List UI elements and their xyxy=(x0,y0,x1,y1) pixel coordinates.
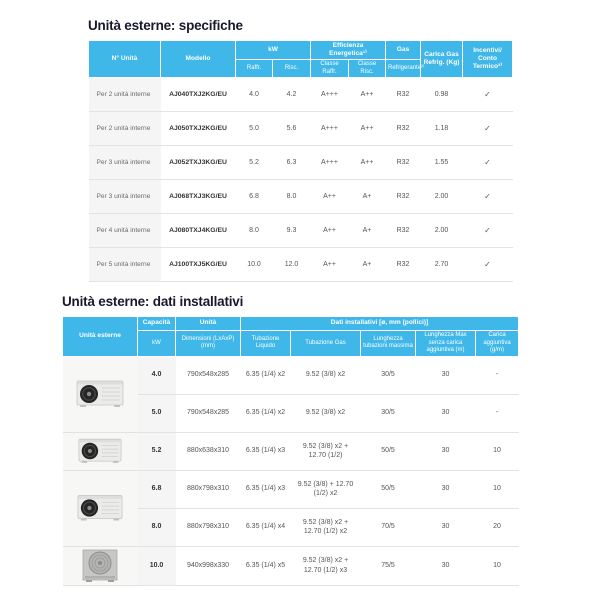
specs-section xyxy=(88,18,512,282)
max-no-charge-cell: 30 xyxy=(416,470,476,508)
model-cell: AJ052TXJ3KG/EU xyxy=(161,146,236,180)
incentive-check: ✓ xyxy=(463,78,513,112)
unit-count-cell: Per 2 unità interne xyxy=(89,78,161,112)
table-row xyxy=(89,214,513,248)
pipe-gas-cell: 9.52 (3/8) x2 + 12.70 (1/2) x3 xyxy=(291,546,361,585)
kw-cooling-cell: 5.2 xyxy=(236,146,273,180)
col-header-dimensions: Dimensioni (LxAxP)(mm) xyxy=(176,331,241,357)
col-header-model: Modello xyxy=(161,41,236,78)
class-cooling-cell: A++ xyxy=(311,214,349,248)
max-no-charge-cell: 30 xyxy=(416,356,476,394)
extra-charge-cell: 10 xyxy=(476,432,519,470)
pipe-gas-cell: 9.52 (3/8) x2 xyxy=(291,394,361,432)
col-group-gas: Gas xyxy=(386,41,421,60)
incentive-check: ✓ xyxy=(463,248,513,282)
pipe-liquid-cell: 6.35 (1/4) x5 xyxy=(241,546,291,585)
col-header-class-cooling: Classe Raffr. xyxy=(311,60,349,78)
install-title: Unità esterne: dati installativi xyxy=(62,294,244,309)
extra-charge-cell: 10 xyxy=(476,546,519,585)
unit-count-cell: Per 3 unità interne xyxy=(89,180,161,214)
pipe-liquid-cell: 6.35 (1/4) x3 xyxy=(241,432,291,470)
dimensions-cell: 880x638x310 xyxy=(176,432,241,470)
gas-charge-cell: 1.55 xyxy=(421,146,463,180)
max-length-cell: 30/5 xyxy=(361,394,416,432)
col-header-outdoor-unit: Unità esterne xyxy=(63,317,138,357)
outdoor-unit-image xyxy=(63,470,138,546)
outdoor-unit-image xyxy=(63,356,138,432)
table-row xyxy=(63,432,519,470)
extra-charge-cell: 20 xyxy=(476,508,519,546)
extra-charge-cell: 10 xyxy=(476,470,519,508)
col-header-class-heating: Classe Risc. xyxy=(349,60,386,78)
col-header-refrigerant: Refrigerante²⁾ xyxy=(386,60,421,78)
pipe-gas-cell: 9.52 (3/8) x2 + 12.70 (1/2) xyxy=(291,432,361,470)
specs-title: Unità esterne: specifiche xyxy=(88,18,243,33)
max-no-charge-cell: 30 xyxy=(416,546,476,585)
col-group-kw: kW xyxy=(236,41,311,60)
gas-charge-cell: 2.00 xyxy=(421,180,463,214)
extra-charge-cell: - xyxy=(476,356,519,394)
outdoor-unit-image xyxy=(63,546,138,585)
class-cooling-cell: A+++ xyxy=(311,78,349,112)
col-header-incentive: Incentivi/ Conto Termico³⁾ xyxy=(463,41,513,78)
table-row xyxy=(63,546,519,585)
col-header-pipe-gas: Tubazione Gas xyxy=(291,331,361,357)
model-cell: AJ100TXJ5KG/EU xyxy=(161,248,236,282)
max-no-charge-cell: 30 xyxy=(416,394,476,432)
col-group-efficiency: Efficienza Energetica¹⁾ xyxy=(311,41,386,60)
capacity-cell: 5.2 xyxy=(138,432,176,470)
dimensions-cell: 790x548x285 xyxy=(176,394,241,432)
col-group-install-data: Dati installativi [ø, mm (pollici)] xyxy=(241,317,519,331)
capacity-cell: 10.0 xyxy=(138,546,176,585)
max-length-cell: 50/5 xyxy=(361,470,416,508)
kw-heating-cell: 4.2 xyxy=(273,78,311,112)
class-heating-cell: A++ xyxy=(349,112,386,146)
class-heating-cell: A+ xyxy=(349,214,386,248)
unit-count-cell: Per 2 unità interne xyxy=(89,112,161,146)
outdoor-unit-side-fan-icon xyxy=(76,379,124,409)
refrigerant-cell: R32 xyxy=(386,112,421,146)
gas-charge-cell: 2.70 xyxy=(421,248,463,282)
pipe-gas-cell: 9.52 (3/8) x2 xyxy=(291,356,361,394)
kw-cooling-cell: 8.0 xyxy=(236,214,273,248)
table-row xyxy=(63,470,519,508)
gas-charge-cell: 0.98 xyxy=(421,78,463,112)
max-length-cell: 30/5 xyxy=(361,356,416,394)
class-heating-cell: A++ xyxy=(349,146,386,180)
kw-cooling-cell: 6.8 xyxy=(236,180,273,214)
install-section xyxy=(62,294,518,586)
table-row xyxy=(63,356,519,394)
kw-cooling-cell: 4.0 xyxy=(236,78,273,112)
gas-charge-cell: 1.18 xyxy=(421,112,463,146)
kw-heating-cell: 12.0 xyxy=(273,248,311,282)
incentive-check: ✓ xyxy=(463,146,513,180)
outdoor-unit-front-grille-icon xyxy=(81,549,119,583)
class-heating-cell: A+ xyxy=(349,180,386,214)
extra-charge-cell: - xyxy=(476,394,519,432)
kw-cooling-cell: 10.0 xyxy=(236,248,273,282)
dimensions-cell: 940x998x330 xyxy=(176,546,241,585)
refrigerant-cell: R32 xyxy=(386,146,421,180)
class-heating-cell: A++ xyxy=(349,78,386,112)
capacity-cell: 6.8 xyxy=(138,470,176,508)
incentive-check: ✓ xyxy=(463,214,513,248)
capacity-cell: 5.0 xyxy=(138,394,176,432)
class-cooling-cell: A++ xyxy=(311,248,349,282)
pipe-gas-cell: 9.52 (3/8) x2 + 12.70 (1/2) x2 xyxy=(291,508,361,546)
pipe-liquid-cell: 6.35 (1/4) x2 xyxy=(241,394,291,432)
model-cell: AJ050TXJ2KG/EU xyxy=(161,112,236,146)
refrigerant-cell: R32 xyxy=(386,214,421,248)
table-row xyxy=(89,248,513,282)
unit-count-cell: Per 3 unità interne xyxy=(89,146,161,180)
class-cooling-cell: A+++ xyxy=(311,112,349,146)
refrigerant-cell: R32 xyxy=(386,180,421,214)
model-cell: AJ040TXJ2KG/EU xyxy=(161,78,236,112)
col-group-capacity: Capacità xyxy=(138,317,176,331)
pipe-liquid-cell: 6.35 (1/4) x3 xyxy=(241,470,291,508)
col-header-capacity-kw: kW xyxy=(138,331,176,357)
table-row xyxy=(89,78,513,112)
table-row xyxy=(89,146,513,180)
refrigerant-cell: R32 xyxy=(386,248,421,282)
dimensions-cell: 880x798x310 xyxy=(176,508,241,546)
kw-heating-cell: 9.3 xyxy=(273,214,311,248)
refrigerant-cell: R32 xyxy=(386,78,421,112)
col-header-kw-heating: Risc. xyxy=(273,60,311,78)
kw-cooling-cell: 5.0 xyxy=(236,112,273,146)
model-cell: AJ080TXJ4KG/EU xyxy=(161,214,236,248)
kw-heating-cell: 5.6 xyxy=(273,112,311,146)
class-heating-cell: A+ xyxy=(349,248,386,282)
dimensions-cell: 790x548x285 xyxy=(176,356,241,394)
max-no-charge-cell: 30 xyxy=(416,432,476,470)
kw-heating-cell: 6.3 xyxy=(273,146,311,180)
table-row xyxy=(89,112,513,146)
specs-table xyxy=(88,40,513,282)
class-cooling-cell: A+++ xyxy=(311,146,349,180)
col-header-gas-charge: Carica Gas Refrig. (Kg) xyxy=(421,41,463,78)
col-header-unit: N° Unità xyxy=(89,41,161,78)
incentive-check: ✓ xyxy=(463,112,513,146)
class-cooling-cell: A++ xyxy=(311,180,349,214)
pipe-liquid-cell: 6.35 (1/4) x2 xyxy=(241,356,291,394)
table-row xyxy=(89,180,513,214)
max-no-charge-cell: 30 xyxy=(416,508,476,546)
max-length-cell: 70/5 xyxy=(361,508,416,546)
col-group-unit: Unità xyxy=(176,317,241,331)
capacity-cell: 8.0 xyxy=(138,508,176,546)
model-cell: AJ068TXJ3KG/EU xyxy=(161,180,236,214)
dimensions-cell: 880x798x310 xyxy=(176,470,241,508)
outdoor-unit-image xyxy=(63,432,138,470)
pipe-liquid-cell: 6.35 (1/4) x4 xyxy=(241,508,291,546)
col-header-kw-cooling: Raffr. xyxy=(236,60,273,78)
capacity-cell: 4.0 xyxy=(138,356,176,394)
pipe-gas-cell: 9.52 (3/8) + 12.70 (1/2) x2 xyxy=(291,470,361,508)
gas-charge-cell: 2.00 xyxy=(421,214,463,248)
install-table xyxy=(62,316,519,586)
col-header-extra-charge: Carica aggiuntiva (g/m) xyxy=(476,331,519,357)
outdoor-unit-side-fan-icon xyxy=(78,437,122,465)
max-length-cell: 50/5 xyxy=(361,432,416,470)
unit-count-cell: Per 5 unità interne xyxy=(89,248,161,282)
col-header-max-length: Lunghezza tubazioni massima xyxy=(361,331,416,357)
incentive-check: ✓ xyxy=(463,180,513,214)
outdoor-unit-side-fan-icon xyxy=(77,493,123,523)
max-length-cell: 75/5 xyxy=(361,546,416,585)
col-header-max-no-charge: Lunghezza Max senza carica aggiuntiva (m) xyxy=(416,331,476,357)
unit-count-cell: Per 4 unità interne xyxy=(89,214,161,248)
col-header-pipe-liquid: Tubazione Liquido xyxy=(241,331,291,357)
kw-heating-cell: 8.0 xyxy=(273,180,311,214)
